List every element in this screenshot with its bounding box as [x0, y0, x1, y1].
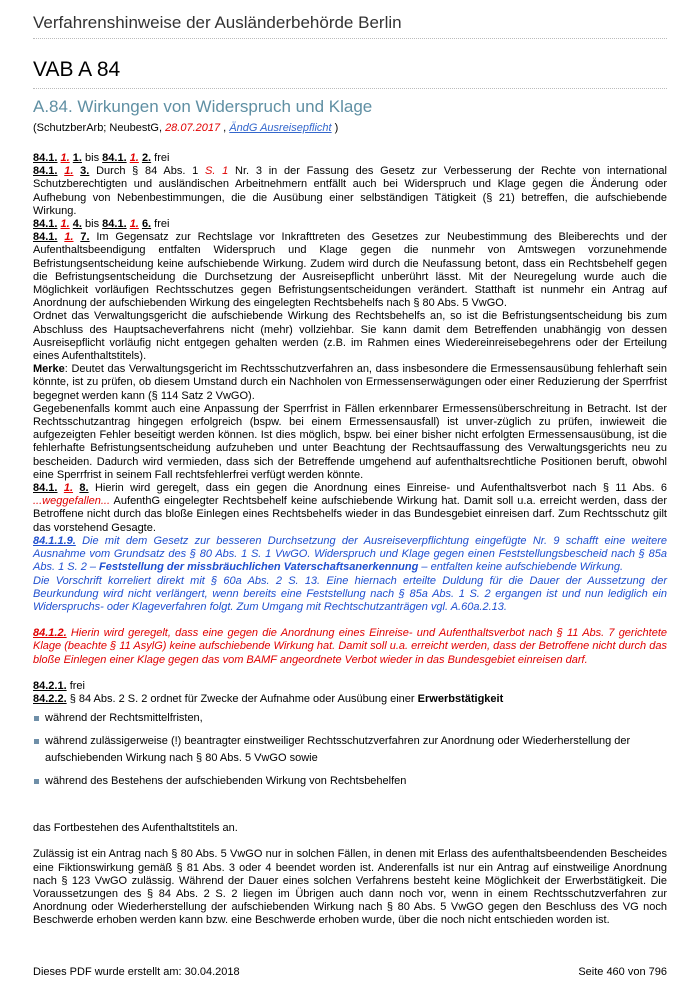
list-item: während zulässigerweise (!) beantragter einstweiliger Rechtsschutzverfahren zur Anordnung oder Wiederherstellung der aufschiebenden Wirkung nach § 80 Abs. 5 VwGO sowie: [45, 733, 667, 767]
cross-reference-link[interactable]: A.60a.2.13.: [450, 600, 507, 613]
paragraph: 84.2.2. § 84 Abs. 2 S. 2 ordnet für Zwecke der Aufnahme oder Ausübung einer Erwerbstätigkeit: [33, 692, 504, 705]
paragraph: Gegebenenfalls kommt auch eine Anpassung der Sperrfrist in Fällen erkennbarer Ermessensüberschreitung in Betracht. Ist der Rechtsschutzantrag hingegen erfolgreich (bspw. bei einem Ermessensausfall) ist unver-züglich zu prüfen, inwieweit die aufgezeigten Fehler beseitigt werden können. Ist dies möglich, bspw. bei einer bisher nicht erfolgten Ermessensausübung, ist die fehlerhafte Befristungsentscheidung aufzuheben und unter Beachtung der Rechtsauffassung des Verwaltungsgerichts neu zu bescheiden. Dadurch wird vermieden, dass sich der Betreffende umgehend auf aufenthaltsrechtliche Positionen beruft, obwohl eine Sperrfrist in seinem Fall rechtsfehlerfrei verfügt werden könnte.: [33, 402, 667, 481]
paragraph: Zulässig ist ein Antrag nach § 80 Abs. 5 VwGO nur in solchen Fällen, in denen mit Erlass des aufenthaltsbeendenden Bescheides eine Fiktionswirkung gemäß § 81 Abs. 3 oder 4 beendet worden ist. Anderenfalls ist nur ein Antrag auf einstweilige Anordnung nach § 123 VwGO zulässig. Während der Dauer eines solchen Verfahrens besteht keine Möglichkeit der Erwerbstätigkeit. Die Voraussetzungen des § 84 Abs. 2 S. 2 liegen im Übrigen auch dann noch vor, wenn in einem Rechtsschutzverfahren zur Anordnung oder Wiederherstellung der aufschiebenden Wirkung nach § 80 Abs. 5 VwGO gegen den Beschluss des VG noch Beschwerde erhoben werden kann bzw. eine Beschwerde erhoben wurde, über die noch nicht entschieden worden ist.: [33, 848, 667, 927]
paragraph: das Fortbestehen des Aufenthaltstitels an.: [33, 822, 238, 835]
section-title: A.84. Wirkungen von Widerspruch und Klage: [33, 97, 373, 116]
creation-date: Dieses PDF wurde erstellt am: 30.04.2018: [33, 966, 240, 978]
paragraph: 84.1. 1. 7. Im Gegensatz zur Rechtslage vor Inkrafttreten des Gesetzes zur Neubestimmung des Bleiberechts und der Aufenthaltsbeendigung entfalten Widerspruch und Klage gegen die nunmehr von Amtswegen vorzunehmende Befristungsentscheidung keine aufschiebende Wirkung. Zudem wird durch die Neufassung betont, dass ein Rechtsbehelf gegen die Befristungsentscheidung die Durchsetzung der Ausreisepflicht unberührt lässt. Mit der Neuregelung wurde auch die Möglichkeit vorläufigen Rechtsschutzes gegen Befristungsentscheidungen verändert. Statthaft ist nunmehr ein Antrag auf Anordnung der aufschiebenden Wirkung des eingelegten Rechtsbehelfs nach § 80 Abs. 5 VwGO.: [33, 231, 668, 310]
page-title: VAB A 84: [33, 58, 121, 81]
divider: [33, 88, 667, 89]
paragraph: Ordnet das Verwaltungsgericht die aufschiebende Wirkung des Rechtsbehelfs an, so ist die Befristungsentscheidung bis zum Abschluss des Hauptsacheverfahrens nicht (mehr) vollziehbar. Sie kann damit dem Betreffenden unabhängig von dessen Ausreisepflicht vorläufig nicht entgegen gehalten werden (z.B. im Rahmen eines Wiedereinreisebegehrens oder der Erteilung eines Aufenthaltstitels).: [33, 310, 667, 363]
list-item: während des Bestehens der aufschiebenden Wirkung von Rechtsbehelfen: [45, 773, 667, 790]
document-page: [33, 0, 667, 928]
amendment-link[interactable]: ÄndG Ausreisepflicht: [229, 122, 332, 134]
paragraph: Die Vorschrift korreliert direkt mit § 60a Abs. 2 S. 13. Eine hiernach erteilte Duldung für die Dauer der Aussetzung der Beurkundung wird nicht verlängert, wenn bereits eine Feststellung nach § 85a Abs. 1 S. 2 ergangen ist und nun lediglich ein Widerspruchs- oder Klageverfahren folgt. Zum Umgang mit Rechtschutzanträgen vgl. A.60a.2.13.: [33, 574, 667, 613]
paragraph: 84.1. 1. 4. bis 84.1. 1. 6. frei: [33, 218, 170, 231]
document-body: [33, 152, 667, 928]
bullet-list: [33, 710, 667, 790]
paragraph: Merke: Deutet das Verwaltungsgericht im Rechtsschutzverfahren an, dass insbesondere die Ermessensausübung fehlerhaft sein könnte, ist zu prüfen, ob diesem Umstand durch ein Nachholen von Ermessenserwägungen oder einer Reduzierung der Sperrfrist begegnet werden kann (§ 114 Satz 2 VwGO).: [33, 363, 667, 402]
paragraph: 84.1. 1. 8. Hierin wird geregelt, dass ein gegen die Anordnung eines Einreise- und Aufenthaltsverbot nach § 11 Abs. 6 ...weggefallen... AufenthG eingelegter Rechtsbehelf keine aufschiebende Wirkung hat. Damit soll u.a. erreicht werden, dass der Betroffene nicht durch das bloße Einlegen eines Rechtsbehelfs wieder in das Bundesgebiet einreisen darf. Zum Rechtsschutz gilt das vorstehend Gesagte.: [33, 482, 667, 534]
amendment-date: 28.07.2017: [165, 122, 221, 134]
amendment-info: (SchutzberArb; NeubestG, 28.07.2017 , ÄndG Ausreisepflicht ): [33, 122, 339, 134]
paragraph: 84.1.2. Hierin wird geregelt, dass eine gegen die Anordnung eines Einreise- und Aufenthaltsverbot nach § 11 Abs. 7 gerichtete Klage (beachte § 11 AsylG) keine aufschiebende Wirkung hat. Damit soll u.a. erreicht werden, dass der Betroffene nicht durch das bloße Einlegen einer Klage gegen das vom BAMF angeordnete Verbot wieder in das Bundesgebiet einreisen darf.: [33, 627, 667, 666]
paragraph: 84.2.1. frei: [33, 679, 85, 692]
paragraph: 84.1. 1. 3. Durch § 84 Abs. 1 S. 1 Nr. 3 in der Fassung des Gesetz zur Verbesserung der Rechte von international Schutzberechtigten und ausländischen Arbeitnehmern entfällt auch bei Widerspruch und Klage gegen die Änderung oder Aufhebung von Nebenbestimmungen, die die Ausübung einer selbständigen Tätigkeit (§ 21) betreffen, die aufschiebende Wirkung.: [33, 165, 667, 217]
paragraph: 84.1. 1. 1. bis 84.1. 1. 2. frei: [33, 152, 170, 164]
paragraph: 84.1.1.9. Die mit dem Gesetz zur besseren Durchsetzung der Ausreiseverpflichtung eingefügte Nr. 9 schafft eine weitere Ausnahme vom Grundsatz des § 80 Abs. 1 S. 1 VwGO. Widerspruch und Klage gegen einen Feststellungsbescheid nach § 85a Abs. 1 S. 2 – Feststellung der missbräuchlichen Vaterschaftsanerkennung – entfalten keine aufschiebende Wirkung.: [33, 534, 667, 574]
site-title: Verfahrenshinweise der Ausländerbehörde Berlin: [33, 13, 402, 32]
divider: [33, 38, 667, 39]
page-footer: [33, 965, 667, 979]
page-number: Seite 460 von 796: [578, 966, 667, 978]
list-item: während der Rechtsmittelfristen,: [45, 710, 667, 727]
